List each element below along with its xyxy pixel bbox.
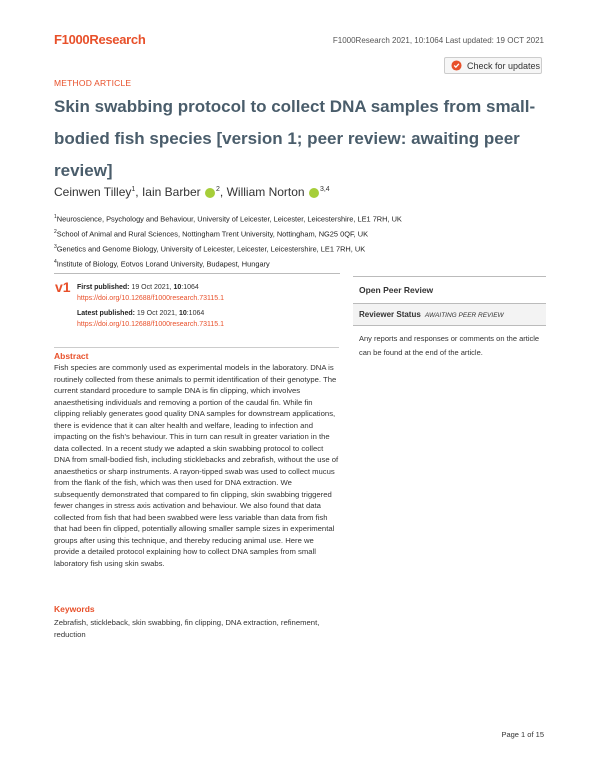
peer-review-title: Open Peer Review — [359, 285, 434, 295]
abstract-body: Fish species are commonly used as experimental models in the laboratory. DNA is routinely collected from these animals to permit identification of their genotype. The current standard procedure to sample DNA is fin clipping, which involves anaesthetising individuals and removing a portion of the caudal fin. While fin clipping reliably generates good quality DNA samples for downstream applications, there is evidence that it can alter health and welfare, leading to infection and impacting on the fish's behaviour. This in turn can result in greater variation in the data collected. In a recent study we adapted a skin swabbing protocol to collect DNA from small-bodied fish, including sticklebacks and zebrafish, without the use of anaesthetics or sharp instruments. A rayon-tipped swab was used to collect mucus from the flank of the fish, which was then used for DNA extraction. We subsequently demonstrated that compared to fin clipping, skin swabbing triggered fewer changes in stress axis activation and behaviour. We also found that data collected from fish that had been swabbed were less variable than data from fish that had been fin clipped, potentially allowing smaller sample sizes in experimental groups after using this technique, and thereby reducing animal use. Here we provide a detailed protocol explaining how to collect DNA samples from small laboratory fish using skin swabs. — [54, 363, 339, 568]
orcid-icon[interactable] — [205, 188, 215, 198]
author-affil-num: 1 — [131, 186, 136, 193]
affiliation: $^1$Neuroscience, Psychology and Behaviour, University of Leicester, Leicester, Leicestershire, LE1 7RH, UK — [54, 214, 402, 224]
latest-doi-link[interactable]: https://doi.org/10.12688/f1000research.73115.1 — [77, 321, 224, 328]
author-affil-num: 3,4 — [319, 186, 330, 193]
keywords-heading: Keywords — [54, 604, 95, 614]
first-doi-link[interactable]: https://doi.org/10.12688/f1000research.73115.1 — [77, 295, 224, 302]
header-citation: F1000Research 2021, 10:1064 Last updated: 19 OCT 2021 — [332, 36, 544, 45]
keywords-body: Zebrafish, stickleback, skin swabbing, fin clipping, DNA extraction, refinement, reduction — [54, 618, 320, 639]
affiliation: $^2$School of Animal and Rural Sciences, Nottingham Trent University, Nottingham, NG25 0QF, UK — [54, 228, 369, 239]
divider — [54, 273, 340, 274]
author-name[interactable]: Ceinwen Tilley — [54, 185, 132, 199]
peer-review-note: Any reports and responses or comments on the article can be found at the end of the article. — [359, 334, 540, 357]
version-badge: v1 — [55, 279, 71, 295]
check-for-updates-label: Check for updates — [467, 60, 541, 71]
abstract-heading: Abstract — [54, 351, 89, 361]
status-value: AWAITING PEER REVIEW — [424, 312, 504, 319]
orcid-icon[interactable] — [309, 188, 319, 198]
affiliations — [54, 211, 554, 271]
publication-info: First published: 19 Oct 2021, 10:1064 https://doi.org/10.12688/f1000research.73115.1 Latest published: 19 Oct 2021, 10:1064 https://doi.org/10.12688/f1000research.73115.1 — [77, 284, 224, 328]
author-list: Ceinwen Tilley$^1$, Iain Barber $^2$, William Norton $^{3,4}$ — [54, 185, 330, 199]
page-number: Page 1 of 15 — [501, 730, 544, 739]
author-affil-num: 2 — [216, 186, 220, 193]
journal-logo: F1000Research — [54, 32, 146, 47]
article-title: Skin swabbing protocol to collect DNA samples from small-bodied fish species [version 1; peer review: awaiting peer review] — [54, 97, 536, 180]
abstract-section — [54, 347, 339, 569]
article-type: METHOD ARTICLE — [54, 78, 132, 88]
author-name[interactable]: William Norton — [226, 185, 305, 199]
peer-review-panel — [353, 276, 546, 366]
crossmark-icon — [451, 60, 462, 71]
reviewer-status: Reviewer Status AWAITING PEER REVIEW — [353, 304, 546, 325]
affiliation: $^4$Institute of Biology, Eotvos Lorand University, Budapest, Hungary — [54, 258, 270, 269]
author-name[interactable]: Iain Barber — [141, 185, 201, 199]
check-for-updates-button[interactable] — [444, 57, 542, 74]
affiliation: $^3$Genetics and Genome Biology, University of Leicester, Leicester, Leicestershire, LE1 7RH, UK — [54, 243, 366, 254]
